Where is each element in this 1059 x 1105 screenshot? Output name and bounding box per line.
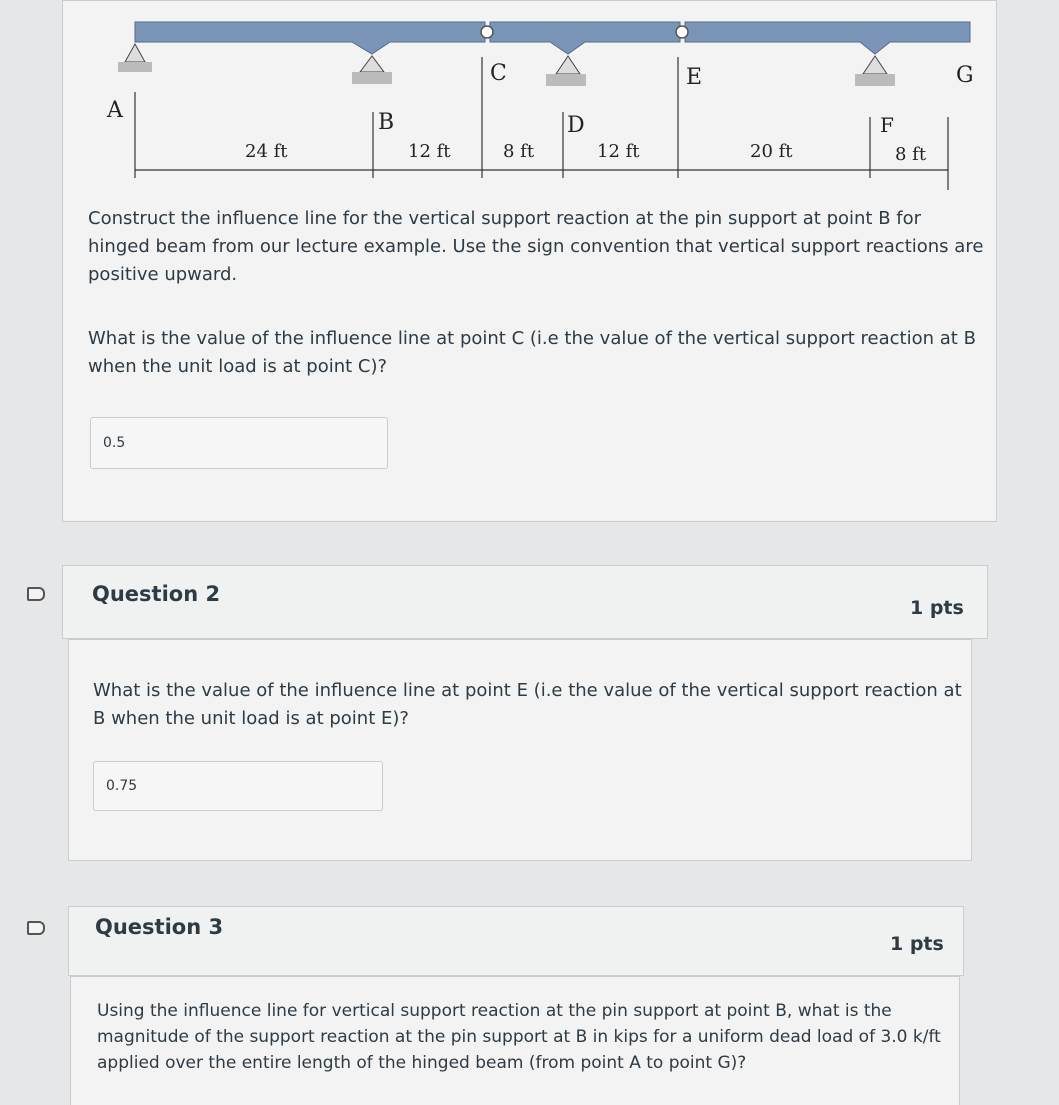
beam-segment-ac xyxy=(135,22,485,54)
span-bc: 12 ft xyxy=(408,141,451,162)
label-f: F xyxy=(880,113,894,137)
question-2-title: Question 2 xyxy=(92,582,221,606)
support-b-icon xyxy=(352,56,392,84)
hinged-beam-diagram xyxy=(90,12,974,192)
label-d: D xyxy=(567,113,585,138)
label-b: B xyxy=(378,110,395,135)
question-1-prompt: What is the value of the influence line at point C (i.e the value of the vertical support reaction at B when the unit load is at point C)? xyxy=(88,328,976,377)
question-3-points: 1 pts xyxy=(890,933,944,955)
span-de: 12 ft xyxy=(597,141,640,162)
hinge-e-icon xyxy=(676,26,688,38)
label-g: G xyxy=(956,63,974,88)
beam-segment-eg xyxy=(685,22,970,54)
hinge-c-icon xyxy=(481,26,493,38)
beam-segment-ce xyxy=(490,22,680,54)
support-a-icon xyxy=(118,44,152,72)
support-d-icon xyxy=(546,56,586,86)
question-1-answer-value: 0.5 xyxy=(103,435,126,451)
question-2-answer-input[interactable] xyxy=(93,761,383,811)
support-f-icon xyxy=(855,56,895,86)
label-a: A xyxy=(107,98,123,123)
flag-question-3-icon[interactable] xyxy=(27,921,45,935)
span-fg: 8 ft xyxy=(895,144,927,165)
span-ab: 24 ft xyxy=(245,141,288,162)
label-e: E xyxy=(686,65,703,90)
span-ef: 20 ft xyxy=(750,141,793,162)
question-2-prompt: What is the value of the influence line at point E (i.e the value of the vertical support reaction at B when the unit load is at point E)? xyxy=(93,680,962,729)
label-c: C xyxy=(490,61,507,86)
question-2-answer-value: 0.75 xyxy=(106,778,138,794)
question-3-prompt: Using the influence line for vertical support reaction at the pin support at point B, what is the magnitude of the support reaction at the pin support at B in kips for a uniform dead load of 3.0 k/ft applied over the entire length of the hinged beam (from point A to point G)? xyxy=(97,1001,941,1073)
flag-question-2-icon[interactable] xyxy=(27,587,45,601)
question-1-description: Construct the influence line for the vertical support reaction at the pin support at point B for hinged beam from our lecture example. Use the sign convention that vertical support reactions are positive upward. xyxy=(88,208,984,285)
question-2-points: 1 pts xyxy=(910,597,964,619)
question-2-body xyxy=(68,639,972,861)
span-cd: 8 ft xyxy=(503,141,535,162)
question-1-answer-input[interactable] xyxy=(90,417,388,469)
question-3-title: Question 3 xyxy=(95,915,224,939)
